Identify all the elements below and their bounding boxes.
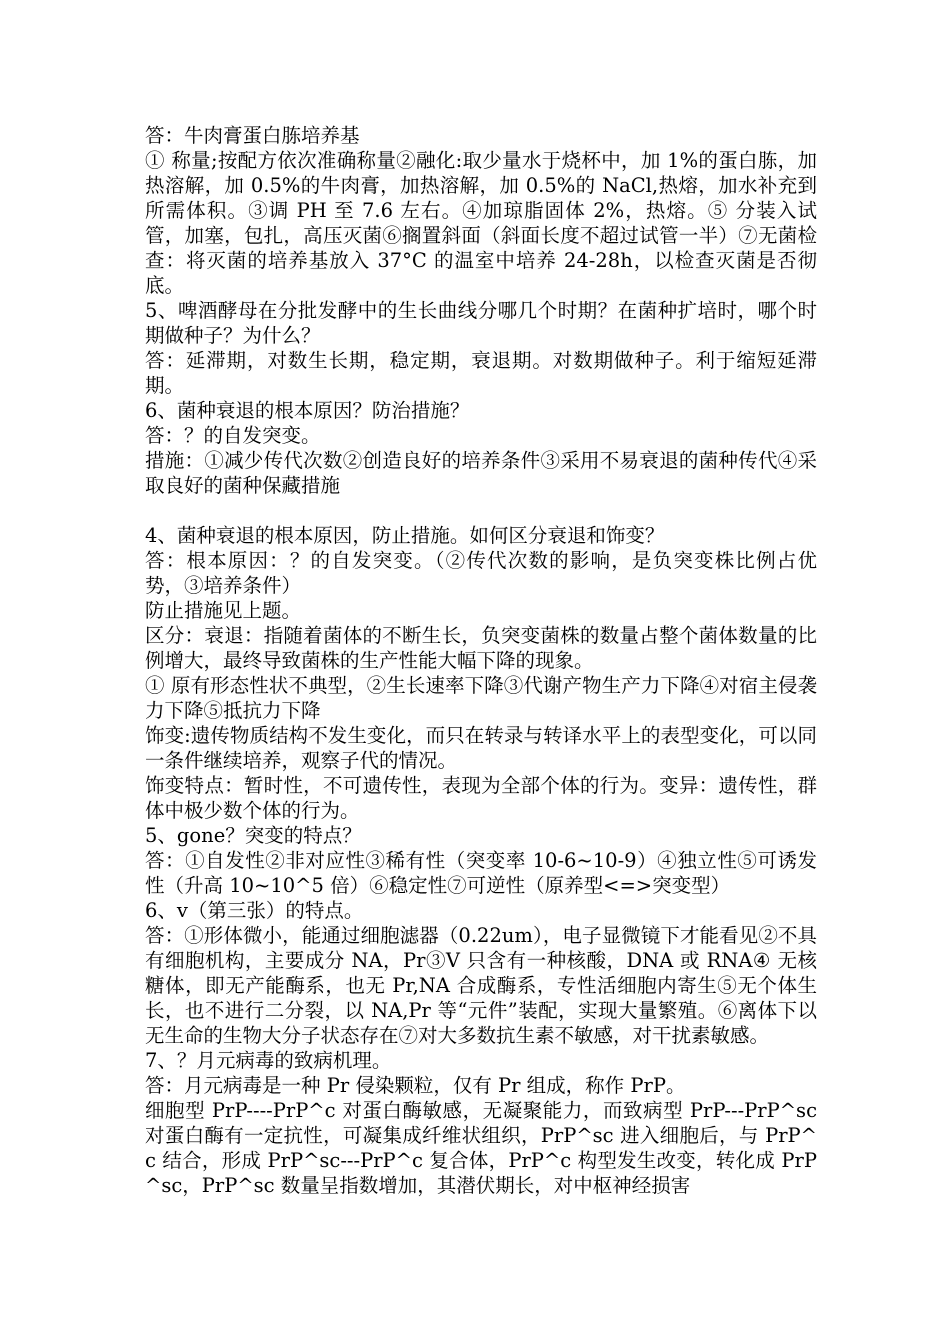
answer-strain-degeneration: 答：？的自发突变。 [145, 424, 321, 447]
degeneration-symptoms: ① 原有形态性状不典型，②生长速率下降③代谢产物生产力下降④对宿主侵袭力下降⑤抵抗力下降 [145, 674, 817, 722]
document-page [145, 123, 817, 1198]
prevention-note: 防止措施见上题。 [145, 599, 302, 622]
question-degeneration-vs-modification: 4、菌种衰退的根本原因，防止措施。如何区分衰退和饰变？ [145, 524, 665, 547]
question-prion-pathogenesis: 7、？月元病毒的致病机理。 [145, 1049, 392, 1072]
answer-yeast-growth-curve: 答：延滞期，对数生长期，稳定期，衰退期。对数期做种子。利于缩短延滞期。 [145, 349, 817, 397]
question-strain-degeneration: 6、菌种衰退的根本原因？防治措施？ [145, 399, 470, 422]
degeneration-measures: 措施：①减少传代次数②创造良好的培养条件③采用不易衰退的菌种传代④采取良好的菌种保藏措施 [145, 449, 817, 497]
answer-mutation-features: 答：①自发性②非对应性③稀有性（突变率 10-6~10-9）④独立性⑤可诱发性（升高 10~10^5 倍）⑥稳定性⑦可逆性（原养型<=>突变型） [145, 849, 817, 897]
paragraph-gap [145, 498, 817, 523]
medium-preparation-steps: ① 称量;按配方依次准确称量②融化:取少量水于烧杯中，加 1%的蛋白胨，加热溶解，加 0.5%的牛肉膏，加热溶解，加 0.5%的 NaCl,热熔，加水补充到所需体积。③调 PH 至 7.6 左右。④加琼脂固体 2%，热熔。⑤ 分装入试管，加塞，包扎，高压灭菌⑥搁置斜面（斜面长度不超过试管一半）⑦无菌检查：将灭菌的培养基放入 37°C 的温室中培养 24-28h，以检查灭菌是否彻底。 [145, 149, 817, 297]
answer-virus-features: 答：①形体微小，能通过细胞滤器（0.22um），电子显微镜下才能看见②不具有细胞机构，主要成分 NA，Pr③V 只含有一种核酸，DNA 或 RNA④ 无核糖体，即无产能酶系，也无 Pr,NA 合成酶系，专性活细胞内寄生⑤无个体生长，也不进行二分裂，以 NA,Pr 等“元件”装配，实现大量繁殖。⑥离体下以无生命的生物大分子状态存在⑦对大多数抗生素不敏感，对干扰素敏感。 [145, 924, 817, 1047]
modification-features: 饰变特点：暂时性，不可遗传性，表现为全部个体的行为。变异：遗传性，群体中极少数个体的行为。 [145, 774, 817, 822]
question-virus-features: 6、v（第三张）的特点。 [145, 899, 364, 922]
question-yeast-growth-curve: 5、啤酒酵母在分批发酵中的生长曲线分哪几个时期？在菌种扩培时，哪个时期做种子？为什么？ [145, 299, 817, 347]
question-mutation-features: 5、gone？突变的特点？ [145, 824, 362, 847]
degeneration-definition: 区分：衰退：指随着菌体的不断生长，负突变菌株的数量占整个菌体数量的比例增大，最终导致菌株的生产性能大幅下降的现象。 [145, 624, 817, 672]
modification-definition: 饰变:遗传物质结构不发生变化，而只在转录与转译水平上的表型变化，可以同一条件继续培养，观察子代的情况。 [145, 724, 817, 772]
prion-mechanism: 细胞型 PrP----PrP^c 对蛋白酶敏感，无凝聚能力，而致病型 PrP---PrP^sc 对蛋白酶有一定抗性，可凝集成纤维状组织，PrP^sc 进入细胞后，与 PrP^c 结合，形成 PrP^sc---PrP^c 复合体，PrP^c 构型发生改变，转化成 PrP^sc，PrP^sc 数量呈指数增加，其潜伏期长，对中枢神经损害 [145, 1099, 817, 1197]
answer-prion-definition: 答：月元病毒是一种 Pr 侵染颗粒，仅有 Pr 组成，称作 PrP。 [145, 1074, 686, 1097]
answer-root-cause: 答：根本原因：？的自发突变。（②传代次数的影响，是负突变株比例占优势，③培养条件） [145, 549, 817, 597]
answer-culture-medium: 答：牛肉膏蛋白胨培养基 [145, 124, 360, 147]
